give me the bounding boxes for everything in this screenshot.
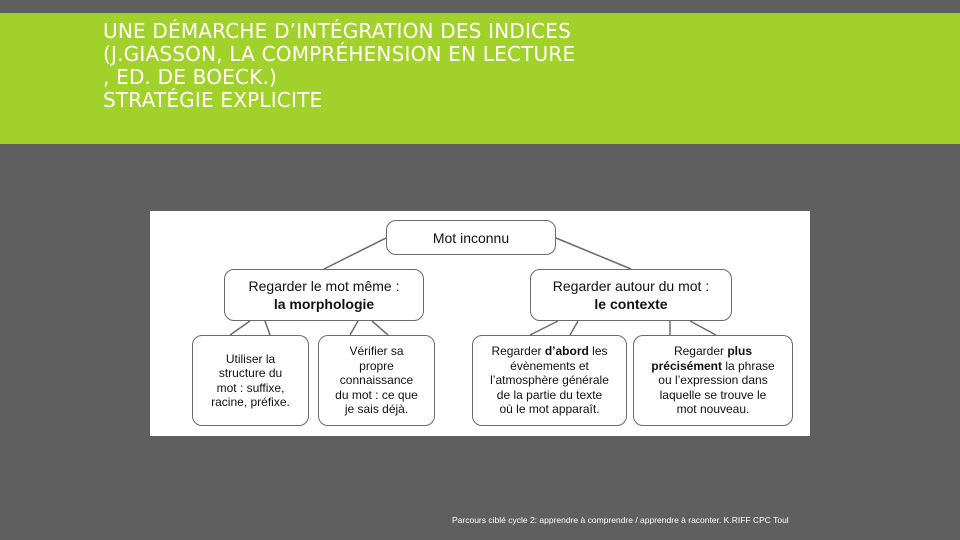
title-line-1: UNE DÉMARCHE D’INTÉGRATION DES INDICES <box>103 19 571 43</box>
dabord-line: évènements et <box>510 358 589 373</box>
connector-right-child1-b <box>570 321 578 335</box>
slide-title <box>103 20 923 112</box>
precisement-line-2 <box>651 359 774 374</box>
connaissance-line: connaissance <box>339 373 414 388</box>
precisement-line: ou l’expression dans <box>658 373 768 388</box>
title-line-3: , ED. DE BOECK.) <box>103 65 278 89</box>
morphologie-line-2: la morphologie <box>273 296 375 312</box>
footer-caption: Parcours ciblé cycle 2: apprendre à comprendre / apprendre à raconter. K.RIFF CPC Toul <box>452 515 789 525</box>
morphologie-line-1: Regarder le mot même : <box>248 278 400 294</box>
connector-right-child1-a <box>530 321 558 335</box>
precisement-line: laquelle se trouve le <box>659 387 767 402</box>
top-strip <box>0 0 960 13</box>
connector-left-child1-a <box>230 321 250 335</box>
structure-line: structure du <box>218 366 283 380</box>
box-regarder-plus-precisement <box>633 335 793 426</box>
dabord-line: l’atmosphère générale <box>490 373 609 388</box>
precisement-emphasis: précisément <box>651 358 722 373</box>
connector-left-child1-b <box>265 321 270 335</box>
box-structure-du-mot <box>192 335 309 426</box>
contexte-line-1: Regarder autour du mot : <box>552 278 710 294</box>
contexte-line-2: le contexte <box>594 296 668 312</box>
box-contexte <box>530 269 732 321</box>
connaissance-line: du mot : ce que <box>335 387 418 402</box>
connaissance-line: Vérifier sa <box>349 344 404 359</box>
dabord-line: de la partie du texte <box>496 387 603 402</box>
structure-line: mot : suffixe, <box>216 380 285 395</box>
title-line-4: STRATÉGIE EXPLICITE <box>103 88 323 112</box>
connector-root-right <box>556 238 631 269</box>
structure-line: racine, préfixe. <box>211 395 290 409</box>
dabord-emphasis: d’abord <box>544 344 589 359</box>
concept-diagram <box>150 211 810 436</box>
connector-left-child2-b <box>372 321 388 335</box>
box-regarder-dabord <box>472 335 627 426</box>
precisement-text-c: la phrase <box>722 358 775 373</box>
precisement-text-a: Regarder <box>673 344 728 359</box>
connector-left-child2-a <box>350 321 358 335</box>
dabord-text-c: les <box>588 344 608 359</box>
connaissance-line: propre <box>359 358 394 373</box>
connector-right-child2-b <box>690 321 716 335</box>
precisement-line-1 <box>674 344 752 359</box>
root-label: Mot inconnu <box>432 229 510 246</box>
dabord-text-a: Regarder <box>491 344 545 359</box>
precisement-emphasis-plus: plus <box>727 344 753 359</box>
connaissance-line: je sais déjà. <box>344 402 409 417</box>
connector-root-left <box>324 238 386 269</box>
box-connaissance <box>318 335 435 426</box>
dabord-line: où le mot apparaît. <box>499 402 600 417</box>
precisement-line: mot nouveau. <box>676 402 750 417</box>
title-line-2: (J.GIASSON, LA COMPRÉHENSION EN LECTURE <box>103 42 576 66</box>
box-mot-inconnu <box>386 220 556 255</box>
box-morphologie <box>224 269 424 321</box>
dabord-line-1 <box>491 344 607 359</box>
structure-line: Utiliser la <box>225 351 276 366</box>
